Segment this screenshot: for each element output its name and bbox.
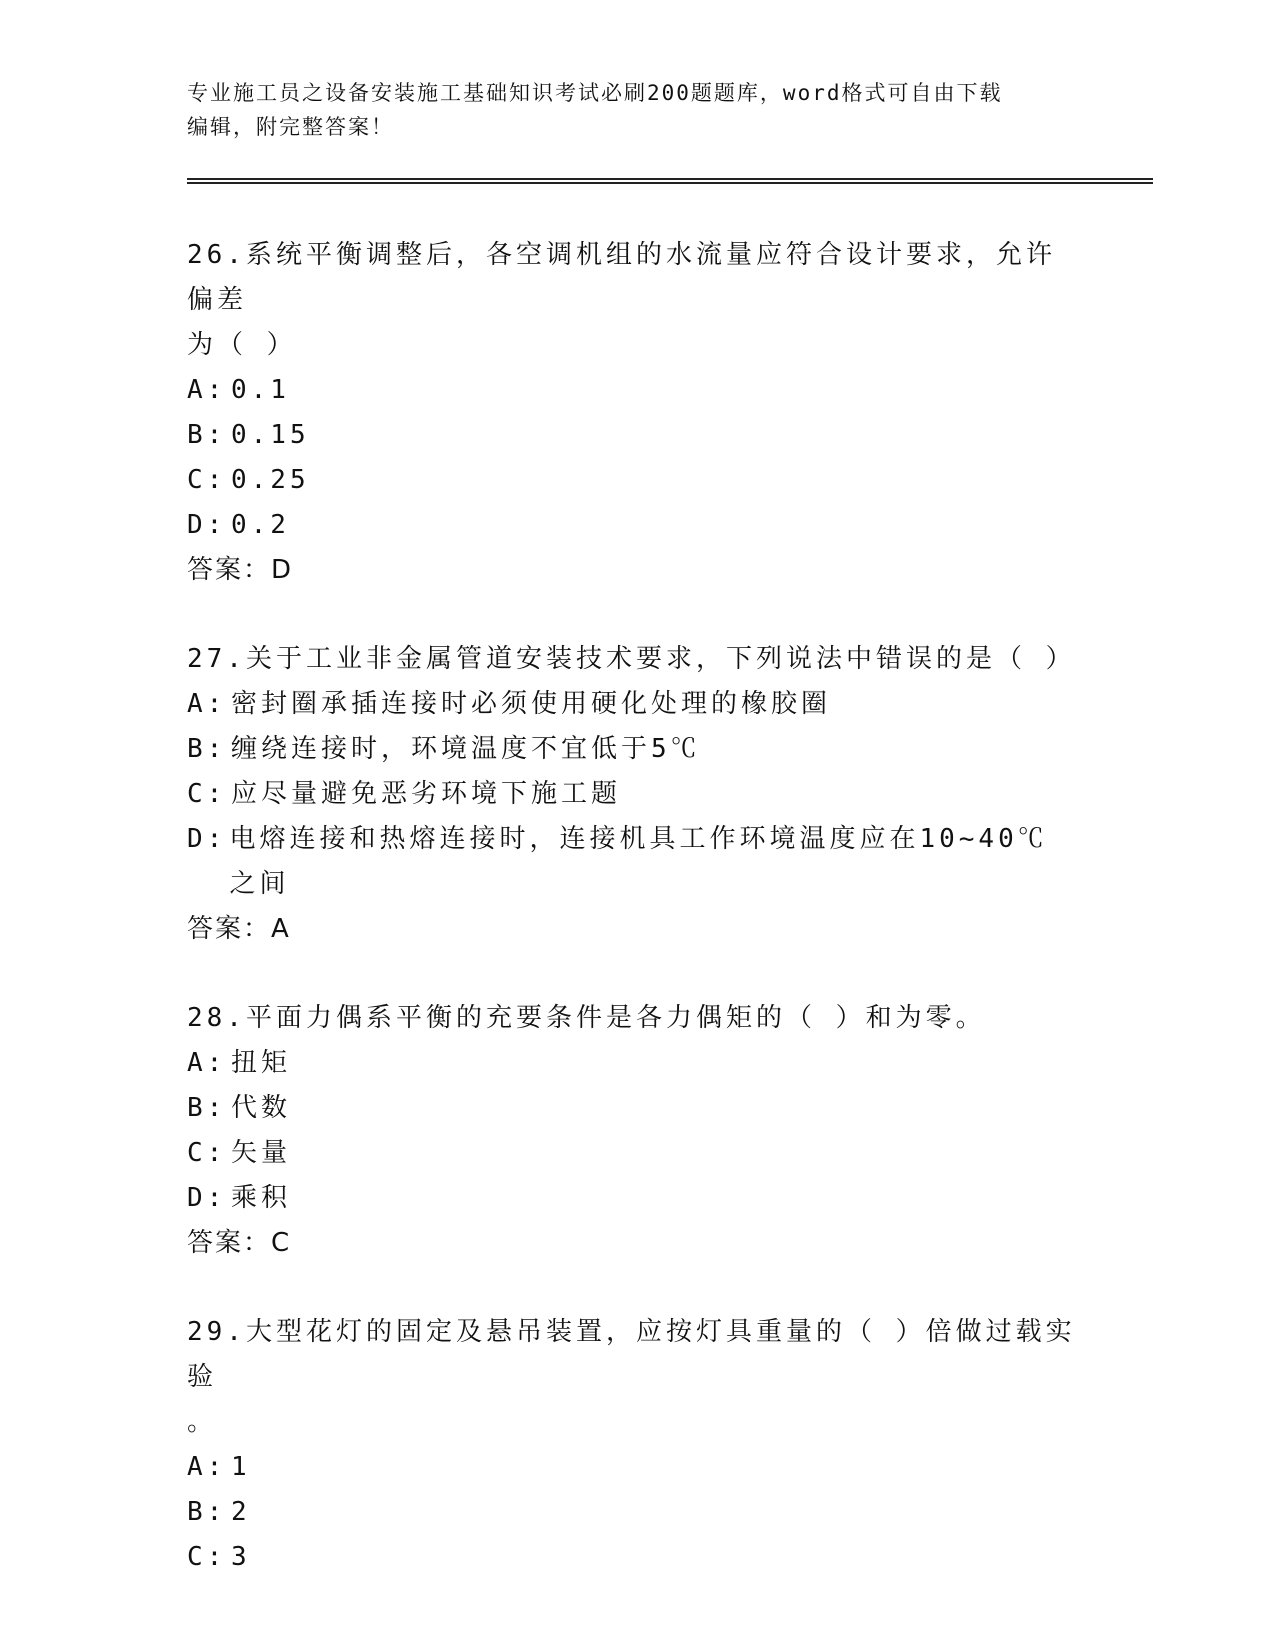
option-text: 0.15 [231, 420, 310, 450]
option-letter: C: [187, 1138, 227, 1168]
question-stem: 26.系统平衡调整后，各空调机组的水流量应符合设计要求，允许偏差 [187, 240, 1056, 315]
question-28 [187, 996, 1077, 1266]
question-29 [187, 1310, 1077, 1580]
option-letter: A: [187, 1048, 227, 1078]
option-d [187, 817, 1077, 907]
option-text: 0.25 [231, 465, 310, 495]
option-letter: C: [187, 1542, 227, 1572]
option-letter: A: [187, 689, 227, 719]
question-stem: 29.大型花灯的固定及悬吊装置，应按灯具重量的（ ）倍做过载实验 [187, 1317, 1076, 1392]
option-c [187, 458, 1077, 503]
question-stem: 28.平面力偶系平衡的充要条件是各力偶矩的（ ）和为零。 [187, 1003, 986, 1033]
question-27 [187, 637, 1077, 952]
option-letter: A: [187, 1452, 227, 1482]
option-text: 代数 [231, 1093, 292, 1123]
option-letter: B: [187, 1093, 227, 1123]
option-letter: D: [187, 824, 227, 854]
option-a [187, 368, 1077, 413]
option-b [187, 1490, 1077, 1535]
option-text: 应尽量避免恶劣环境下施工题 [231, 779, 622, 809]
question-list [187, 233, 1077, 1624]
header-title-line-2: 编辑，附完整答案！ [187, 115, 394, 139]
question-stem-continued: 。 [187, 1407, 218, 1437]
option-letter: B: [187, 420, 227, 450]
option-text: 2 [231, 1497, 251, 1527]
option-letter: A: [187, 375, 227, 405]
option-text: 扭矩 [231, 1048, 292, 1078]
option-letter: C: [187, 779, 227, 809]
option-text: 1 [231, 1452, 251, 1482]
option-a [187, 682, 1077, 727]
option-c [187, 1131, 1077, 1176]
option-text: 3 [231, 1542, 251, 1572]
question-stem-continued: 为（ ） [187, 330, 297, 360]
option-letter: B: [187, 734, 227, 764]
answer-line: 答案：C [187, 1228, 292, 1258]
option-b [187, 413, 1077, 458]
answer-line: 答案：A [187, 914, 291, 944]
option-d [187, 1176, 1077, 1221]
question-stem: 27.关于工业非金属管道安装技术要求，下列说法中错误的是（ ） [187, 644, 1076, 674]
option-letter: C: [187, 465, 227, 495]
option-letter: D: [187, 510, 227, 540]
option-d [187, 503, 1077, 548]
option-c [187, 1535, 1077, 1580]
option-c [187, 772, 1077, 817]
document-header [187, 76, 1067, 144]
option-text: 矢量 [231, 1138, 292, 1168]
answer-line: 答案：D [187, 555, 294, 585]
header-divider [187, 178, 1153, 184]
option-a [187, 1445, 1077, 1490]
option-text: 缠绕连接时，环境温度不宜低于5℃ [231, 734, 701, 764]
header-title-line-1: 专业施工员之设备安装施工基础知识考试必刷200题题库，word格式可自由下载 [187, 81, 1003, 105]
option-letter: D: [187, 1183, 227, 1213]
option-b [187, 1086, 1077, 1131]
option-a [187, 1041, 1077, 1086]
option-text: 密封圈承插连接时必须使用硬化处理的橡胶圈 [231, 689, 832, 719]
option-text: 乘积 [231, 1183, 292, 1213]
question-26 [187, 233, 1077, 593]
option-letter: B: [187, 1497, 227, 1527]
option-text: 0.1 [231, 375, 290, 405]
option-b [187, 727, 1077, 772]
option-text: 电熔连接和热熔连接时，连接机具工作环境温度应在10~40℃之间 [229, 824, 1048, 899]
option-text: 0.2 [231, 510, 290, 540]
